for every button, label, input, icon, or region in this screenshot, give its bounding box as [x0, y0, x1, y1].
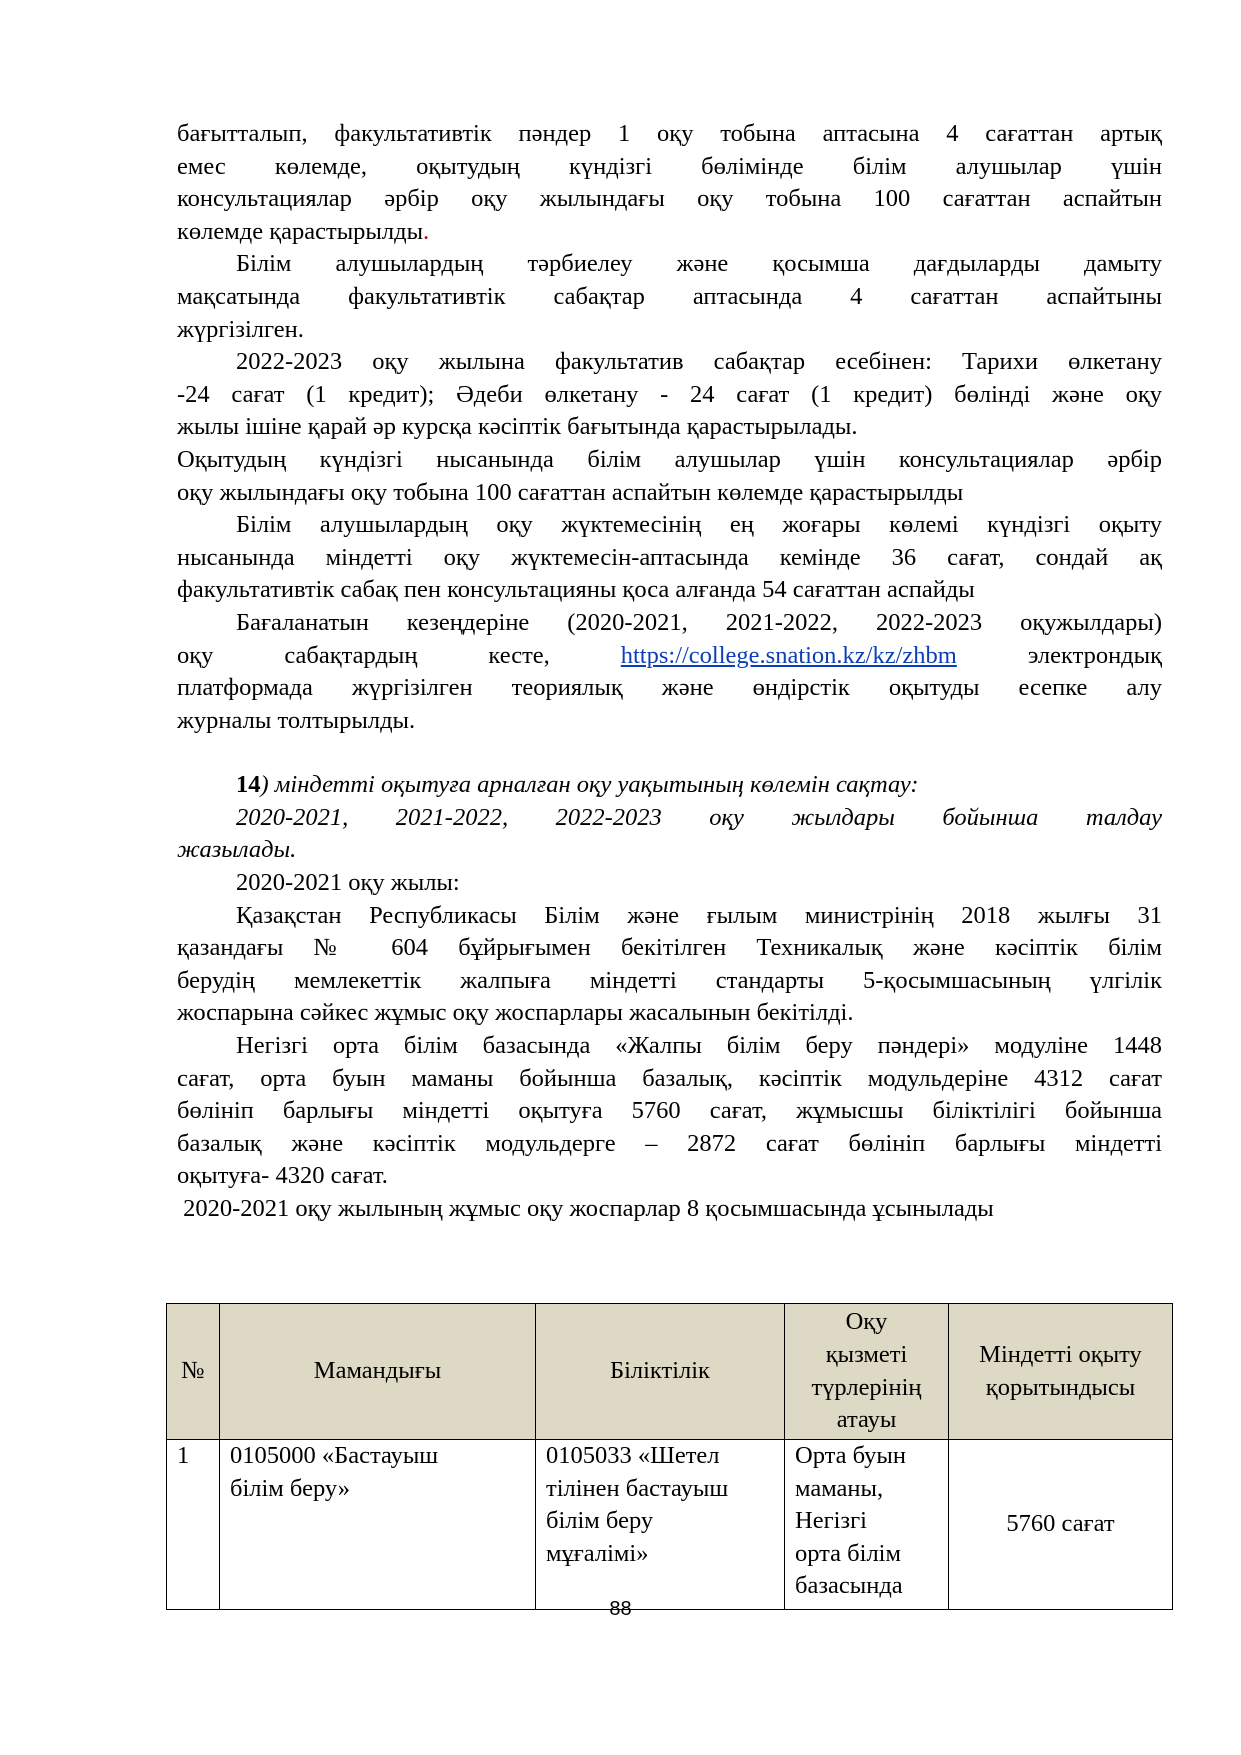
header-activity-line: атауы [836, 1406, 897, 1434]
paragraph-line [177, 640, 1162, 673]
cell-line: Негізгі [795, 1507, 867, 1535]
paragraph-line: нысанында міндетті оқу жүктемесін-аптасында кемінде 36 сағат, сондай ақ [177, 543, 1162, 571]
cell-specialty [220, 1440, 536, 1610]
cell-line: 0105000 «Бастауыш [230, 1442, 439, 1469]
cell-line: білім беру [546, 1507, 654, 1535]
header-result-line: Міндетті оқыту [979, 1340, 1142, 1368]
journal-link[interactable]: https://college.snation.kz/kz/zhbm [620, 641, 957, 669]
paragraph-line [177, 216, 1162, 249]
paragraph-line: қазандағы № 604 бұйрығымен бекітілген Техникалық және кәсіптік білім [177, 934, 1162, 962]
paragraph-line: емес көлемде, оқытудың күндізгі бөлімінде білім алушылар үшін [177, 152, 1162, 180]
spacer [177, 737, 1162, 769]
paragraph-line: консультациялар әрбір оқу жылындағы оқу тобына 100 сағаттан аспайтын [177, 185, 1162, 213]
paragraph-line: жылы ішіне қарай әр курсқа кәсіптік бағытында қарастырылады. [177, 413, 858, 441]
cell-line: тілінен бастауыш [546, 1474, 729, 1502]
cell-qualification [536, 1440, 785, 1610]
cell-number: 1 [167, 1440, 220, 1610]
paragraph-line: Оқытудың күндізгі нысанында білім алушылар үшін консультациялар әрбір [177, 445, 1162, 473]
section-subtitle: 2020-2021, 2021-2022, 2022-2023 оқу жылдары бойынша талдау [236, 803, 1162, 831]
section-number: 14 [236, 771, 261, 799]
section-subtitle: жазылады. [177, 836, 297, 864]
header-result [949, 1304, 1173, 1440]
paragraph-line: 2020-2021 оқу жылының жұмыс оқу жоспарлар 8 қосымшасында ұсынылады [177, 1195, 994, 1222]
curriculum-table [166, 1303, 1173, 1610]
cell-line: 0105033 «Шетел [546, 1442, 720, 1469]
cell-line: маманы, [795, 1474, 884, 1502]
paragraph-line: Бағаланатын кезеңдеріне (2020-2021, 2021-2022, 2022-2023 оқужылдары) [236, 608, 1162, 636]
year-heading: 2020-2021 оқу жылы: [236, 869, 460, 897]
paragraph-line: Білім алушылардың тәрбиелеу және қосымша дағдыларды дамыту [236, 250, 1162, 278]
paragraph-line: Білім алушылардың оқу жүктемесінің ең жоғары көлемі күндізгі оқыту [236, 511, 1162, 539]
header-activity-line: Оқу [845, 1308, 888, 1336]
cell-result: 5760 сағат [949, 1440, 1173, 1610]
paragraph-line: жүргізілген. [177, 315, 304, 343]
paragraph-line: -24 сағат (1 кредит); Әдеби өлкетану - 24 сағат (1 кредит) бөлінді және оқу [177, 380, 1162, 408]
paragraph-line: бағытталып, факультативтік пәндер 1 оқу тобына аптасына 4 сағаттан артық [177, 120, 1162, 147]
header-activity [785, 1304, 949, 1440]
paragraph-line: бөлініп барлығы міндетті оқытуға 5760 сағат, жұмысшы біліктілігі бойынша [177, 1097, 1162, 1125]
paragraph-line: факультативтік сабақ пен консультацияны қоса алғанда 54 сағаттан аспайды [177, 576, 975, 604]
paragraph-line: журналы толтырылды. [177, 706, 416, 734]
table-row [167, 1440, 1173, 1610]
paragraph-text: оқу сабақтардың кесте, [177, 641, 550, 669]
paragraph-line: мақсатында факультативтік сабақтар аптасында 4 сағаттан аспайтыны [177, 282, 1162, 310]
paragraph-line: платформада жүргізілген теориялық және өндірстік оқытуды есепке алу [177, 674, 1162, 702]
paragraph-line: оқытуға- 4320 сағат. [177, 1162, 388, 1190]
header-specialty: Мамандығы [220, 1304, 536, 1440]
cell-line: орта білім [795, 1539, 901, 1567]
paragraph-line: оқу жылындағы оқу тобына 100 сағаттан аспайтын көлемде қарастырылды [177, 478, 964, 506]
paragraph-line: жоспарына сәйкес жұмыс оқу жоспарлары жасалынын бекітілді. [177, 999, 854, 1027]
red-period: . [423, 217, 430, 245]
cell-line: Орта буын [795, 1442, 906, 1469]
page-number: 88 [609, 1598, 632, 1620]
header-result-line: қорытындысы [985, 1373, 1136, 1401]
section-heading [177, 769, 1162, 802]
section-title: ) міндетті оқытуға арналған оқу уақытының көлемін сақтау: [260, 771, 919, 799]
header-activity-line: қызметі [825, 1340, 908, 1368]
header-activity-line: түрлерінің [811, 1373, 922, 1401]
paragraph-line: сағат, орта буын маманы бойынша базалық, кәсіптік модульдеріне 4312 сағат [177, 1064, 1162, 1092]
paragraph-line: 2022-2023 оқу жылына факультатив сабақтар есебінен: Тарихи өлкетану [236, 348, 1162, 376]
cell-line: білім беру» [230, 1474, 350, 1502]
paragraph-line: Негізгі орта білім базасында «Жалпы білім беру пәндері» модуліне 1448 [236, 1032, 1162, 1060]
body-text [177, 118, 1162, 1226]
table-header-row [167, 1304, 1173, 1440]
header-number: № [167, 1304, 220, 1440]
cell-line: мұғалімі» [546, 1539, 649, 1567]
header-qualification: Біліктілік [536, 1304, 785, 1440]
paragraph-line: берудің мемлекеттік жалпыға міндетті стандарты 5-қосымшасының үлгілік [177, 966, 1162, 994]
paragraph-text: электрондық [1027, 641, 1163, 669]
cell-activity [785, 1440, 949, 1610]
cell-line: базасында [795, 1572, 903, 1600]
paragraph-text: көлемде қарастырылды [177, 217, 424, 245]
paragraph-line: Қазақстан Республикасы Білім және ғылым министрінің 2018 жылғы 31 [236, 901, 1162, 929]
paragraph-line: базалық және кәсіптік модульдерге – 2872 сағат бөлініп барлығы міндетті [177, 1129, 1162, 1157]
